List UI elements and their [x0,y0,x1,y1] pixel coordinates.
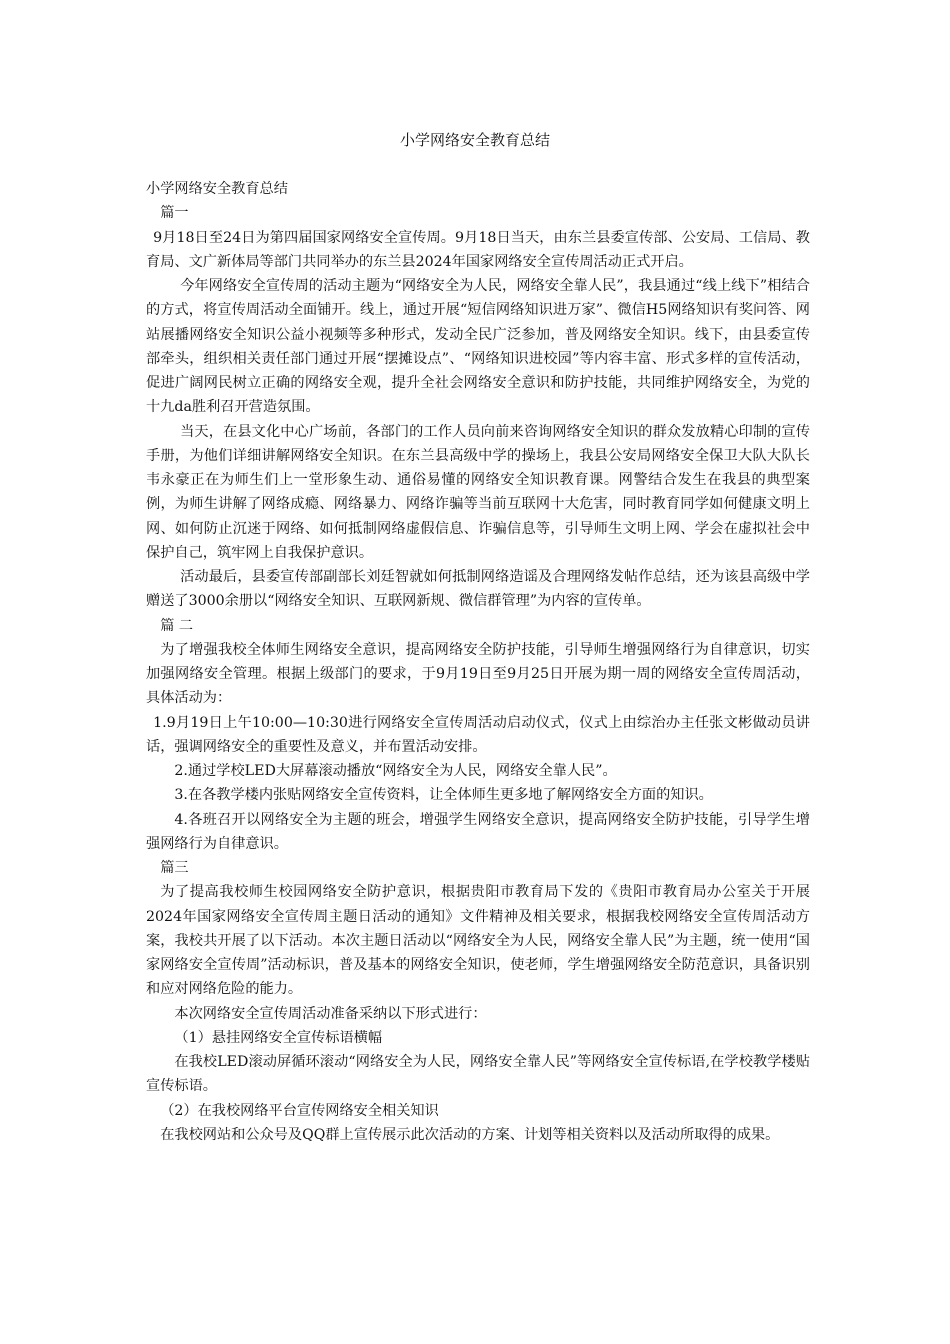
section3-subheading-1: （1）悬挂网络安全宣传标语横幅 [174,1029,383,1046]
section3-subtext-1: 在我校LED滚动屏循环滚动“网络安全为人民，网络安全靠人民”等网络安全宣传标语,在学校教学楼贴宣传标语。 [146,1054,810,1095]
section3-subheading-2: （2）在我校网络平台宣传网络安全相关知识 [160,1102,439,1119]
section1-paragraph-3: 当天，在县文化中心广场前，各部门的工作人员向前来咨询网络安全知识的群众发放精心印制的宣传手册，为他们详细讲解网络安全知识。在东兰县高级中学的操场上，我县公安局网络安全保卫大队大队长韦永豪正在为师生们上一堂形象生动、通俗易懂的网络安全知识教育课。网警结合发生在我县的典型案例，为师生讲解了网络成瘾、网络暴力、网络诈骗等当前互联网十大危害，同时教育同学如何健康文明上网、如何防止沉迷于网络、如何抵制网络虚假信息、诈骗信息等，引导师生文明上网、学会在虚拟社会中保护自己，筑牢网上自我保护意识。 [146,423,810,561]
section3-paragraph-1: 为了提高我校师生校园网络安全防护意识，根据贵阳市教育局下发的《贵阳市教育局办公室关于开展2024年国家网络安全宣传周主题日活动的通知》文件精神及相关要求，根据我校网络安全宣传周活动方案，我校共开展了以下活动。本次主题日活动以“网络安全为人民，网络安全靠人民”为主题，统一使用“国家网络安全宣传周”活动标识，普及基本的网络安全知识，使老师，学生增强网络安全防范意识，具备识别和应对网络危险的能力。 [146,884,810,998]
section2-list-item-3: 3.在各教学楼内张贴网络安全宣传资料，让全体师生更多地了解网络安全方面的知识。 [174,787,713,804]
document-body [146,177,810,1147]
section2-heading: 篇 二 [160,617,194,634]
section1-paragraph-2: 今年网络安全宣传周的活动主题为“网络安全为人民，网络安全靠人民”，我县通过“线上线下”相结合的方式，将宣传周活动全面铺开。线上，通过开展“短信网络知识进万家”、微信H5网络知识有奖问答、网站展播网络安全知识公益小视频等多种形式，发动全民广泛参加，普及网络安全知识。线下，由县委宣传部牵头，组织相关责任部门通过开展“摆摊设点”、“网络知识进校园”等内容丰富、形式多样的宣传活动，促进广阔网民树立正确的网络安全观，提升全社会网络安全意识和防护技能，共同维护网络安全，为党的十九da胜利召开营造氛围。 [146,278,810,416]
section1-paragraph-1: 9月18日至24日为第四届国家网络安全宣传周。9月18日当天，由东兰县委宣传部、公安局、工信局、教育局、文广新体局等部门共同举办的东兰县2024年国家网络安全宣传周活动正式开启。 [146,229,810,270]
section3-heading: 篇三 [160,860,189,876]
section1-paragraph-4: 活动最后，县委宣传部副部长刘廷智就如何抵制网络造谣及合理网络发帖作总结，还为该县高级中学赠送了3000余册以“网络安全知识、互联网新规、微信群管理”为内容的宣传单。 [146,569,810,610]
section2-list-item-1: 1.9月19日上午10:00—10:30进行网络安全宣传周活动启动仪式，仪式上由综治办主任张文彬做动员讲话，强调网络安全的重要性及意义，并布置活动安排。 [146,714,810,755]
section2-paragraph-1: 为了增强我校全体师生网络安全意识，提高网络安全防护技能，引导师生增强网络行为自律意识，切实加强网络安全管理。根据上级部门的要求，于9月19日至9月25日开展为期一周的网络安全宣传周活动，具体活动为： [146,641,810,707]
section3-paragraph-2: 本次网络安全宣传周活动准备采纳以下形式进行： [174,1005,487,1022]
document-subtitle: 小学网络安全教育总结 [146,181,288,197]
document-title: 小学网络安全教育总结 [399,131,550,149]
section3-subtext-2: 在我校网站和公众号及QQ群上宣传展示此次活动的方案、计划等相关资料以及活动所取得的成果。 [160,1126,780,1143]
section1-heading: 篇一 [160,205,189,222]
section2-list-item-4: 4.各班召开以网络安全为主题的班会，增强学生网络安全意识，提高网络安全防护技能，引导学生增强网络行为自律意识。 [146,811,810,852]
section2-list-item-2: 2.通过学校LED大屏幕滚动播放“网络安全为人民，网络安全靠人民”。 [174,763,617,779]
